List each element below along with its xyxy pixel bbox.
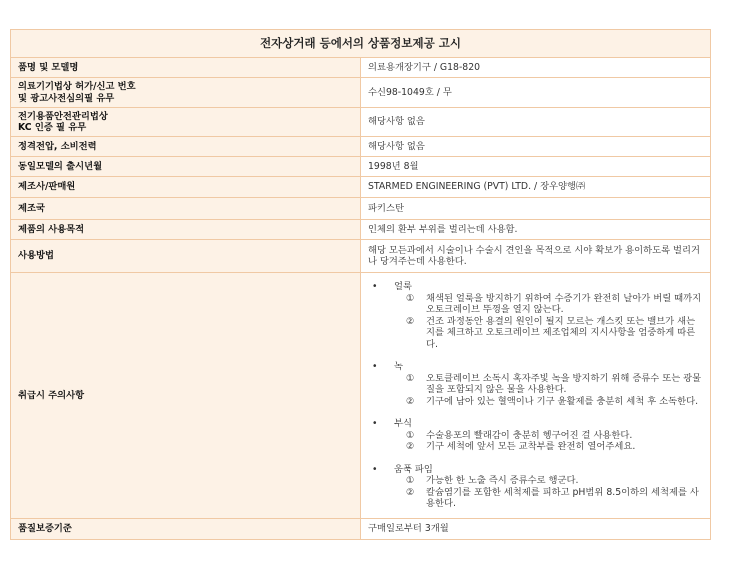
row-label-kc-cert: 전기용품안전관리법상 KC 인증 필 유무 — [11, 108, 361, 137]
caution-section-rust — [372, 361, 703, 407]
bullet-icon: • — [372, 281, 378, 293]
row-value-kc-cert: 해당사항 없음 — [361, 108, 711, 137]
row-value-purpose: 인체의 환부 부위를 벌리는데 사용함. — [361, 220, 711, 240]
row-value-voltage: 해당사항 없음 — [361, 137, 711, 157]
caution-section-title: 얼룩 — [394, 281, 412, 293]
caution-item-text: 칼슘염기를 포함한 세척제를 피하고 pH범위 8.5이하의 세척제를 사용한다. — [426, 486, 699, 510]
product-info-notice — [10, 29, 711, 540]
row-value-caution — [361, 273, 711, 519]
caution-item-text: 오토클레이브 소독시 혹자주빛 녹을 방지하기 위해 증류수 또는 광물질을 포함되지 않은 물을 사용한다. — [426, 372, 702, 396]
circled-number: ② — [406, 315, 415, 327]
product-info-table — [10, 29, 711, 540]
caution-section-title: 움푹 파임 — [394, 463, 433, 475]
row-label-warranty: 품질보증기준 — [11, 519, 361, 540]
row-value-manufacturer: STARMED ENGINEERING (PVT) LTD. / 장우양행㈜ — [361, 177, 711, 198]
row-label-voltage: 정격전압, 소비전력 — [11, 137, 361, 157]
circled-number: ① — [406, 429, 415, 441]
caution-section-title: 부식 — [394, 418, 412, 430]
caution-item-text: 채색된 얼룩을 방지하기 위하여 수증기가 완전히 날아가 버릴 때까지 오토크레이브 뚜껑을 열지 않는다. — [426, 292, 702, 316]
row-label-caution: 취급시 주의사항 — [11, 273, 361, 519]
circled-number: ① — [406, 292, 415, 304]
circled-number: ① — [406, 475, 415, 487]
row-label-country: 제조국 — [11, 198, 361, 220]
notice-title: 전자상거래 등에서의 상품정보제공 고시 — [11, 30, 711, 58]
bullet-icon: • — [372, 463, 378, 475]
row-value-license: 수신98-1049호 / 무 — [361, 78, 711, 108]
bullet-icon: • — [372, 361, 378, 373]
row-value-warranty: 구매일로부터 3개월 — [361, 519, 711, 540]
caution-item-text: 가능한 한 노출 즉시 증류수로 행군다. — [426, 475, 579, 487]
row-label-license: 의료기기법상 허가/신고 번호 및 광고사전심의필 유무 — [11, 78, 361, 108]
caution-item-text: 기구에 남아 있는 혈액이나 기구 윤활제를 충분히 세척 후 소독한다. — [426, 395, 699, 407]
caution-section-corrosion — [372, 418, 703, 453]
caution-section-title: 녹 — [394, 361, 403, 373]
row-label-manufacturer: 제조사/판매원 — [11, 177, 361, 198]
caution-item-text: 수술용포의 빨래감이 충분히 헹구어진 걸 사용한다. — [426, 429, 633, 441]
caution-section-stain — [372, 281, 703, 350]
row-label-product-name: 품명 및 모델명 — [11, 58, 361, 78]
row-label-release-date: 동일모델의 출시년월 — [11, 157, 361, 177]
row-label-purpose: 제품의 사용목적 — [11, 220, 361, 240]
circled-number: ② — [406, 486, 415, 498]
caution-item-text: 건조 과정동안 용결의 원인이 될지 모르는 개스킷 또는 밸브가 새는지를 체크하고 오토크레이브 제조업체의 지시사항을 엄중하게 따른다. — [426, 315, 696, 350]
row-value-usage: 해당 모든과에서 시술이나 수술시 견인을 목적으로 시야 확보가 용이하도록 벌리거나 당겨주는데 사용한다. — [361, 240, 711, 273]
row-value-country: 파키스탄 — [361, 198, 711, 220]
caution-item-text: 기구 세척에 앞서 모든 교착부를 완전히 열어주세요. — [426, 441, 636, 453]
row-label-usage: 사용방법 — [11, 240, 361, 273]
circled-number: ② — [406, 395, 415, 407]
row-value-release-date: 1998년 8월 — [361, 157, 711, 177]
circled-number: ② — [406, 441, 415, 453]
circled-number: ① — [406, 372, 415, 384]
bullet-icon: • — [372, 418, 378, 430]
row-value-product-name: 의료용개장기구 / G18-820 — [361, 58, 711, 78]
caution-section-pitting — [372, 464, 703, 510]
